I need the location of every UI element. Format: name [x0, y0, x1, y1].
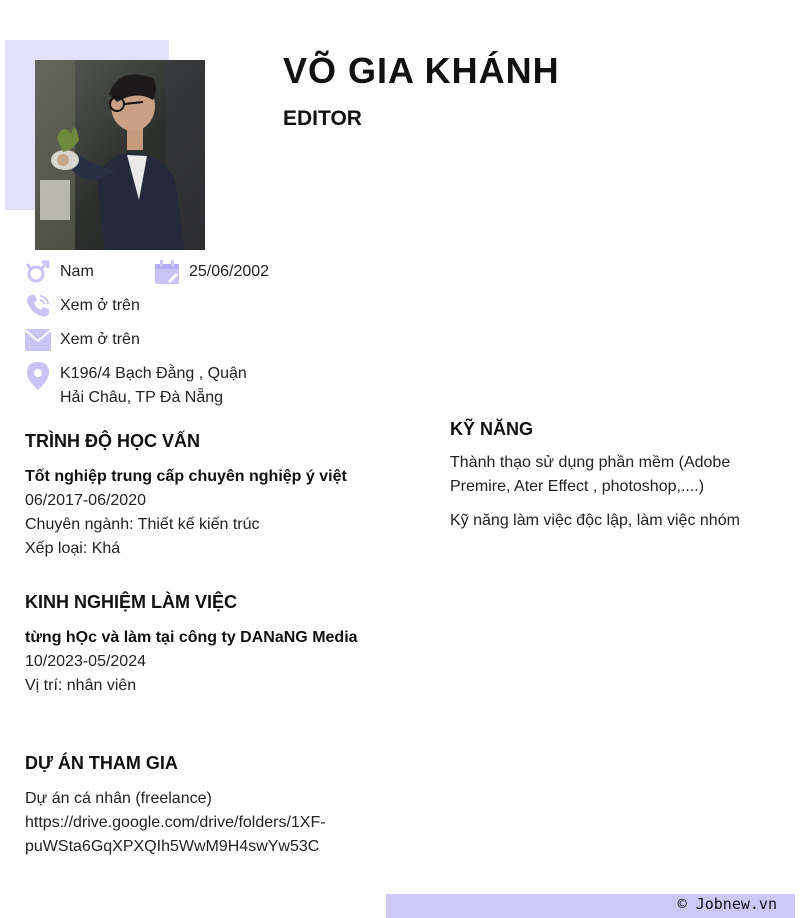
education-grade: Xếp loại: Khá: [25, 540, 121, 557]
location-icon: [25, 361, 51, 387]
project-link-line-2: puWSta6GqXPXQIh5WwM9H4swYw53C: [25, 838, 320, 855]
skills-heading: KỸ NĂNG: [450, 419, 534, 439]
education-major: Chuyên ngành: Thiết kế kiến trúc: [25, 516, 260, 533]
gender-icon: [25, 259, 51, 285]
experience-heading: KINH NGHIỆM LÀM VIỆC: [25, 592, 238, 612]
phone-value: Xem ở trên: [60, 297, 140, 314]
education-heading: TRÌNH ĐỘ HỌC VẤN: [25, 431, 200, 451]
experience-company: từng hỌc và làm tại công ty DANaNG Media: [25, 629, 358, 646]
candidate-name: VÕ GIA KHÁNH: [283, 50, 560, 91]
experience-position: Vị trí: nhân viên: [25, 677, 137, 694]
avatar: [35, 60, 205, 250]
calendar-icon: [154, 259, 180, 285]
phone-icon: [25, 293, 51, 319]
address-line-2: Hải Châu, TP Đà Nẵng: [60, 389, 224, 406]
skill-2: Kỹ năng làm việc độc lập, làm việc nhóm: [450, 512, 740, 529]
skill-1-line-1: Thành thạo sử dụng phần mềm (Adobe: [450, 454, 731, 471]
email-value: Xem ở trên: [60, 331, 140, 348]
footer-copyright: © Jobnew.vn: [677, 895, 777, 913]
skill-1-line-2: Premire, Ater Effect , photoshop,....): [450, 478, 705, 495]
address-line-1: K196/4 Bạch Đằng , Quận: [60, 365, 247, 382]
job-title: EDITOR: [283, 107, 362, 130]
project-link-line-1: https://drive.google.com/drive/folders/1XF-: [25, 814, 326, 831]
email-icon: [25, 327, 51, 353]
birthday-value: 25/06/2002: [189, 263, 270, 280]
experience-period: 10/2023-05/2024: [25, 653, 146, 670]
project-line-1: Dự án cá nhân (freelance): [25, 790, 212, 807]
education-period: 06/2017-06/2020: [25, 492, 146, 509]
projects-heading: DỰ ÁN THAM GIA: [25, 753, 178, 773]
gender-value: Nam: [60, 263, 94, 280]
education-school: Tốt nghiệp trung cấp chuyên nghiệp ý việt: [25, 468, 347, 485]
